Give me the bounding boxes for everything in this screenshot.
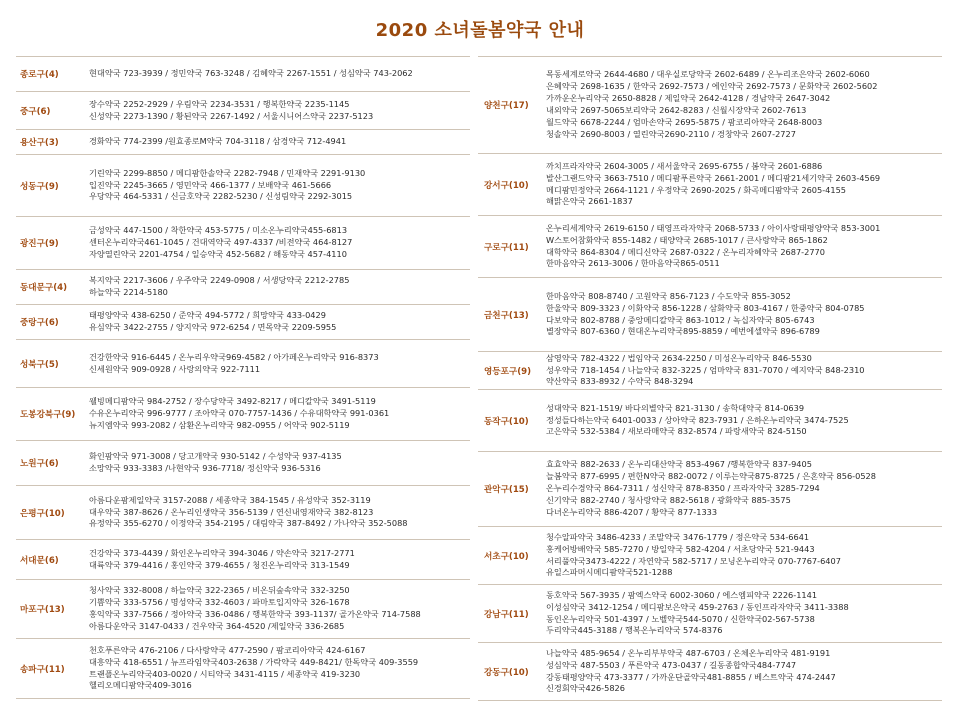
- pharmacy-line: 홍익약국 337-7566 / 정아약국 336-0486 / 행복한약국 393-1137/ 골가온약국 714-7588: [89, 609, 421, 619]
- district-name: 용산구(3): [20, 138, 59, 148]
- district-row: [16, 305, 470, 340]
- pharmacy-line: 청솔약국 2690-8003 / 열린약국2690-2110 / 경창약국 2607-2727: [546, 128, 796, 139]
- pharmacy-line: 아름다운약국 3147-0433 / 건우약국 364-4520 /제일약국 336-2685: [89, 620, 345, 631]
- pharmacy-line: 온누리세계약국 2619-6150 / 태영프라자약국 2068-5733 / 아이사랑태평양약국 853-3001: [546, 222, 881, 233]
- pharmacy-line: 동호약국 567-3935 / 팜엑스약국 6002-3060 / 에스엠피약국 2226-1141: [546, 589, 818, 600]
- district-row: [16, 580, 470, 639]
- pharmacy-line: 발산그랜드약국 3663-7510 / 메디팜푸른약국 2661-2001 / 메디팜21세기약국 2603-4569: [546, 172, 881, 183]
- district-name: 동작구(10): [484, 416, 529, 427]
- district-row: [478, 527, 942, 585]
- pharmacy-line: 월드약국 6678-2244 / 엄마손약국 2695-5875 / 팜코리아약국 2648-8003: [546, 116, 823, 127]
- pharmacy-list: [89, 68, 470, 80]
- district-row: [16, 155, 470, 217]
- pharmacy-list: [89, 99, 470, 123]
- pharmacy-line: 한마음약국 2613-3006 / 한마음약국865-0511: [546, 258, 720, 269]
- pharmacy-list: [546, 69, 942, 140]
- page-title: 2020 소녀돌봄약국 안내: [375, 20, 585, 41]
- district-name: 도봉강북구(9): [20, 410, 76, 420]
- district-name: 은평구(10): [20, 508, 65, 519]
- pharmacy-line: 헬리오메디팜약국409-3016: [89, 680, 192, 691]
- district-name: 노원구(6): [20, 459, 59, 469]
- pharmacy-line: 가까운온누리약국 2650-8828 / 제일약국 2642-4128 / 경남약국 2647-3042: [546, 93, 831, 104]
- pharmacy-line: 이성심약국 3412-1254 / 메디팜보은약국 459-2763 / 동인프라자약국 3411-3388: [546, 601, 849, 612]
- district-row: [16, 270, 470, 305]
- pharmacy-line: 소망약국 933-3383 /나현약국 936-7718/ 정신약국 936-5316: [89, 463, 321, 473]
- district-row: [478, 154, 942, 216]
- pharmacy-list: [89, 585, 470, 633]
- pharmacy-list: [546, 459, 942, 519]
- district-name: 구로구(11): [484, 242, 529, 253]
- pharmacy-list: [546, 648, 942, 696]
- district-name: 서대문(6): [20, 555, 59, 566]
- pharmacy-list: [546, 291, 942, 339]
- pharmacy-list: [89, 225, 470, 261]
- district-row: [16, 388, 470, 441]
- district-row: [478, 643, 942, 701]
- district-row: [478, 452, 942, 527]
- district-name: 강서구(10): [484, 180, 529, 191]
- pharmacy-list: [89, 352, 470, 376]
- pharmacy-line: 강동태평양약국 473-3377 / 가까운단골약국481-8855 / 베스트약국 474-2447: [546, 671, 836, 682]
- pharmacy-line: 은혜약국 2698-1635 / 한약국 2692-7573 / 에인약국 2692-7573 / 문화약국 2602-5602: [546, 81, 878, 92]
- pharmacy-line: 웰빙메디팜약국 984-2752 / 장수당약국 3492-8217 / 메디칼약국 3491-5119: [89, 396, 376, 407]
- pharmacy-line: 현대약국 723-3939 / 정민약국 763-3248 / 김혜약국 2267-1551 / 성심약국 743-2062: [89, 68, 413, 79]
- pharmacy-list: [89, 310, 470, 334]
- pharmacy-list: [546, 532, 942, 580]
- pharmacy-line: 까치프라자약국 2604-3005 / 새서울약국 2695-6755 / 봄약국 2601-6886: [546, 160, 823, 171]
- pharmacy-list: [89, 548, 470, 572]
- district-name: 성북구(5): [20, 359, 59, 370]
- pharmacy-list: [89, 451, 470, 475]
- pharmacy-line: 수유온누리약국 996-9777 / 조아약국 070-7757-1436 / 수유대학약국 991-0361: [89, 408, 390, 419]
- pharmacy-line: 유일스파머시메디팜약국521-1288: [546, 567, 673, 578]
- pharmacy-line: 신기약국 882-2740 / 청사랑약국 882-5618 / 광화약국 885-3575: [546, 494, 791, 505]
- pharmacy-line: 신세원약국 909-0928 / 사랑의약국 922-7111: [89, 363, 261, 374]
- district-row: [16, 441, 470, 486]
- district-name: 관악구(15): [484, 485, 529, 495]
- district-name: 송파구(11): [20, 664, 65, 675]
- pharmacy-line: 대륙약국 379-4416 / 홍인약국 379-4655 / 청진온누리약국 313-1549: [89, 559, 350, 570]
- district-name: 강동구(10): [484, 667, 529, 678]
- pharmacy-line: 청사약국 332-8008 / 하늘약국 322-2365 / 비온뒤숲속약국 332-3250: [89, 585, 350, 596]
- pharmacy-list: [89, 495, 470, 531]
- pharmacy-line: 대우약국 387-8626 / 온누리인생약국 356-5139 / 연신내영재약국 382-8123: [89, 506, 374, 517]
- pharmacy-line: 정성들다하는약국 6401-0033 / 상아약국 823-7931 / 은하온누리약국 3474-7525: [546, 414, 849, 425]
- district-row: [478, 390, 942, 452]
- pharmacy-list: [89, 275, 470, 299]
- district-row: [478, 278, 942, 352]
- pharmacy-list: [89, 168, 470, 204]
- district-row: [16, 540, 470, 580]
- pharmacy-line: 뉴지엠약국 993-2082 / 삼환온누리약국 982-0955 / 어약국 902-5119: [89, 419, 350, 430]
- district-row: [478, 216, 942, 278]
- pharmacy-line: 성우약국 718-1454 / 나늘약국 832-3225 / 엄마약국 831-7070 / 예지약국 848-2310: [546, 364, 865, 375]
- pharmacy-line: 트랜플온누리약국403-0020 / 시티약국 3431-4115 / 세종약국 419-3230: [89, 668, 361, 679]
- pharmacy-line: 유심약국 3422-2755 / 양지약국 972-6254 / 면목약국 2209-5955: [89, 322, 337, 332]
- pharmacy-list: [546, 223, 942, 271]
- district-name: 광진구(9): [20, 239, 59, 249]
- district-row: [16, 639, 470, 699]
- pharmacy-line: 고은약국 532-5384 / 새보라매약국 832-8574 / 파랑새약국 824-5150: [546, 426, 807, 437]
- pharmacy-line: 약산약국 833-8932 / 수약국 848-3294: [546, 376, 694, 387]
- pharmacy-line: 기쁨약국 333-5756 / 명성약국 332-4603 / 파마토입지약국 326-1678: [89, 597, 350, 608]
- pharmacy-line: W스토어참화약국 855-1482 / 태양약국 2685-1017 / 큰사랑약국 865-1862: [546, 234, 828, 245]
- pharmacy-line: 대흥약국 418-6551 / 뉴프라임약국403-2638 / 가락약국 449-8421/ 한독약국 409-3559: [89, 656, 419, 667]
- district-name: 중랑구(6): [20, 318, 59, 328]
- pharmacy-line: 늘봄약국 877-6995 / 편한N약국 882-0072 / 이루는약국875-8725 / 은혼약국 856-0528: [546, 471, 876, 482]
- left-district-column: [16, 56, 470, 699]
- pharmacy-list: [546, 353, 942, 389]
- pharmacy-line: 서리풀약국3473-4222 / 자연약국 582-5717 / 모닝온누리약국 070-7767-6407: [546, 555, 841, 566]
- pharmacy-line: 메디팜민정약국 2664-1121 / 우정약국 2690-2025 / 화곡메디팜약국 2605-4155: [546, 184, 846, 195]
- district-name: 금천구(13): [484, 310, 529, 321]
- pharmacy-line: 내외약국 2697-5065보리약국 2642-8283 / 신월시장약국 2602-7613: [546, 105, 807, 115]
- district-row: [478, 56, 942, 154]
- pharmacy-line: 우당약국 464-5331 / 신금호약국 2282-5230 / 신성림약국 2292-3015: [89, 191, 353, 202]
- pharmacy-line: 한울약국 809-3323 / 이화약국 856-1228 / 삼화약국 803-4167 / 한중약국 804-0785: [546, 302, 865, 313]
- district-name: 강남구(11): [484, 609, 529, 620]
- pharmacy-line: 금성약국 447-1500 / 착한약국 453-5775 / 미소온누리약국455-6813: [89, 225, 348, 236]
- pharmacy-line: 나늘약국 485-9654 / 온누리부부약국 487-6703 / 온체온누리약국 481-9191: [546, 647, 831, 658]
- pharmacy-line: 한마음약국 808-8740 / 고원약국 856-7123 / 수도약국 855-3052: [546, 290, 791, 301]
- pharmacy-line: 입진약국 2245-3665 / 영민약국 466-1377 / 보배약국 461-5666: [89, 179, 332, 190]
- pharmacy-line: 기린약국 2299-8850 / 메디팜한솔약국 2282-7948 / 민재약국 2291-9130: [89, 167, 366, 178]
- pharmacy-line: 유정약국 355-6270 / 이정약국 354-2195 / 대림약국 387-8492 / 가나약국 352-5088: [89, 518, 408, 529]
- pharmacy-line: 아름다운팜제일약국 3157-2088 / 세종약국 384-1545 / 유성약국 352-3119: [89, 494, 371, 505]
- pharmacy-line: 천호푸른약국 476-2106 / 다사랑약국 477-2590 / 팜코리아약국 424-6167: [89, 644, 366, 655]
- district-name: 서초구(10): [484, 551, 529, 562]
- pharmacy-line: 효효약국 882-2633 / 온누리대산약국 853-4967 /행복한약국 837-9405: [546, 459, 812, 470]
- pharmacy-line: 삼영약국 782-4322 / 법임약국 2634-2250 / 미성온누리약국 846-5530: [546, 352, 812, 363]
- pharmacy-line: 복지약국 2217-3606 / 우주약국 2249-0908 / 서생당약국 2212-2785: [89, 275, 350, 286]
- pharmacy-list: [89, 396, 470, 432]
- pharmacy-line: 별장약국 807-6360 / 현대온누리약국895-8859 / 예번에셀약국 896-6789: [546, 326, 820, 337]
- district-row: [478, 585, 942, 643]
- pharmacy-line: 홍케어방배약국 585-7270 / 방일약국 582-4204 / 서초당약국 521-9443: [546, 543, 815, 554]
- district-name: 동대문구(4): [20, 283, 68, 293]
- pharmacy-line: 태평양약국 438-6250 / 준약국 494-5772 / 희망약국 433-0429: [89, 310, 326, 321]
- pharmacy-list: [89, 136, 470, 148]
- district-row: [16, 340, 470, 388]
- pharmacy-line: 청수알파약국 3486-4233 / 조말약국 3476-1779 / 정은약국 534-6641: [546, 531, 810, 542]
- pharmacy-line: 동인온누리약국 501-4397 / 노벨약국544-5070 / 신한약국02-567-5738: [546, 613, 815, 624]
- pharmacy-list: [546, 161, 942, 209]
- district-row: [478, 352, 942, 390]
- pharmacy-line: 신경회약국426-5826: [546, 683, 625, 694]
- district-row: [16, 130, 470, 155]
- pharmacy-line: 하늘약국 2214-5180: [89, 287, 168, 297]
- pharmacy-line: 건강한약국 916-6445 / 온누리우약국969-4582 / 아가페온누리약국 916-8373: [89, 351, 379, 362]
- district-name: 종로구(4): [20, 70, 59, 80]
- pharmacy-line: 센터온누리약국461-1045 / 건대역약국 497-4337 /비전약국 464-8127: [89, 237, 353, 248]
- pharmacy-line: 성대약국 821-1519/ 바다의별약국 821-3130 / 송학대약국 814-0639: [546, 402, 805, 413]
- right-district-column: [478, 56, 942, 701]
- district-row: [16, 486, 470, 540]
- pharmacy-line: 성심약국 487-5503 / 푸른약국 473-0437 / 길동종합약국484-7747: [546, 659, 797, 670]
- district-row: [16, 92, 470, 130]
- district-row: [16, 217, 470, 270]
- district-name: 마포구(13): [20, 605, 65, 615]
- pharmacy-line: 두리약국445-3188 / 행복온누리약국 574-8376: [546, 625, 723, 636]
- pharmacy-line: 자양열린약국 2201-4754 / 일승약국 452-5682 / 해동약국 457-4110: [89, 248, 347, 259]
- district-name: 양천구(17): [484, 101, 529, 111]
- district-name: 성동구(9): [20, 181, 59, 192]
- pharmacy-line: 다녀온누리약국 886-4207 / 황약국 877-1333: [546, 506, 718, 517]
- pharmacy-line: 신성약국 2273-1390 / 황된약국 2267-1492 / 서울시니어스약국 2237-5123: [89, 110, 374, 121]
- pharmacy-list: [89, 645, 470, 693]
- pharmacy-line: 장수약국 2252-2929 / 우림약국 2234-3531 / 행복한약국 2235-1145: [89, 98, 350, 109]
- pharmacy-list: [546, 590, 942, 638]
- pharmacy-list: [546, 403, 942, 439]
- pharmacy-line: 온누리수경약국 864-7311 / 성신약국 878-8350 / 프라자약국 3285-7294: [546, 483, 820, 494]
- pharmacy-line: 건강약국 373-4439 / 화인온누리약국 394-3046 / 약손약국 3217-2771: [89, 547, 355, 558]
- pharmacy-line: 다보약국 802-8788 / 중앙메디칼약국 863-1012 / 녹십자약국 805-6743: [546, 314, 815, 325]
- district-name: 중구(6): [20, 106, 51, 117]
- pharmacy-line: 해맑은약국 2661-1837: [546, 196, 633, 207]
- district-name: 영등포구(9): [484, 366, 532, 377]
- pharmacy-line: 화인팜약국 971-3008 / 당고개약국 930-5142 / 수성약국 937-4135: [89, 451, 342, 462]
- pharmacy-line: 경화약국 774-2399 /원효종로M약국 704-3118 / 삼경약국 712-4941: [89, 136, 347, 147]
- district-row: [16, 56, 470, 92]
- pharmacy-line: 목동세계로약국 2644-4680 / 대우실로당약국 2602-6489 / 온누리조은약국 2602-6060: [546, 69, 870, 80]
- pharmacy-line: 대학약국 864-8304 / 메디신약국 2687-0322 / 온누리자혜약국 2687-2770: [546, 246, 825, 257]
